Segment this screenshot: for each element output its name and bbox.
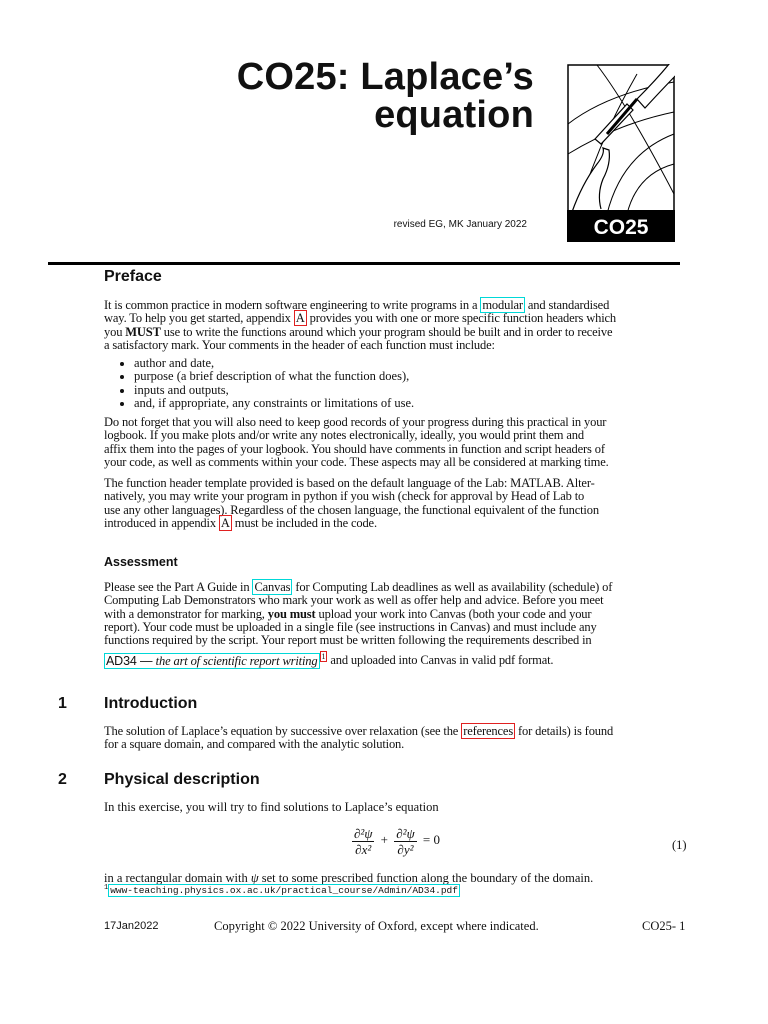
text-run: upload your work into Canvas (both your code and your [315, 606, 592, 621]
footer-page-number: CO25- 1 [642, 919, 686, 933]
numerator: ∂²ψ [354, 826, 373, 841]
numerator: ∂²ψ [396, 826, 415, 841]
emphasis-must: MUST [125, 324, 161, 339]
plus-sign: + [380, 832, 388, 848]
footnote [104, 884, 460, 896]
appendix-a-link[interactable]: A [220, 515, 230, 530]
section-2-heading: Physical description [104, 771, 260, 788]
equation-number: (1) [672, 838, 687, 852]
text-line: logbook. If you make plots and/or write any notes electronically, ideally, you would print them and [104, 428, 584, 443]
text-run: provides you with one or more specific function headers which [306, 311, 617, 326]
preface-heading: Preface [104, 268, 162, 285]
appendix-a-link[interactable]: A [295, 311, 305, 326]
text-run: The solution of Laplace’s equation by successive over relaxation (see the [104, 724, 462, 738]
canvas-link[interactable]: Canvas [254, 580, 291, 594]
footnote-mark: 1 [104, 884, 109, 892]
denominator: ∂x² [355, 842, 372, 857]
text-run: must be included in the code. [231, 515, 377, 530]
text-line: report). Your code must be uploaded in a single file (see instructions in Canvas) and must include any [104, 619, 597, 634]
text-run: a satisfactory mark. Your comments in the header of each function must include: [104, 337, 495, 352]
text-run: for details) is found [515, 724, 614, 738]
text-line: functions required by the script. Your report must be written following the requirements described in [104, 633, 592, 648]
laplace-equation [352, 826, 440, 857]
link-text: AD34 — [106, 653, 156, 668]
header-rule [48, 262, 680, 265]
list-item: • and, if appropriate, any constraints or limitations of use. [134, 397, 414, 410]
text-line: for a square domain, and compared with the analytic solution. [104, 737, 405, 752]
preface-paragraph-2 [104, 416, 689, 469]
title-line-1: CO25: Laplace’s [236, 56, 534, 98]
list-item: • author and date, [134, 357, 414, 370]
assessment-paragraph [104, 581, 689, 668]
text-line: use any other languages). Regardless of the chosen language, the functional equivalent of the function [104, 502, 599, 517]
revision-note: revised EG, MK January 2022 [393, 219, 527, 230]
psi-symbol: ψ [250, 871, 259, 885]
text-line: natively, you may write your program in python if you wish (check for approval by Head of Lab to [104, 489, 585, 504]
hand-drawing-field-lines-icon [567, 64, 675, 242]
comment-requirements-list [104, 357, 414, 410]
list-item: • purpose (a brief description of what the function does), [134, 370, 414, 383]
text-line: Computing Lab Demonstrators who mark your work as well as offer help and advice. Before you meet [104, 593, 604, 608]
footer-date: 17Jan2022 [104, 920, 159, 932]
modular-link[interactable]: modular [482, 298, 523, 312]
text-run: with a demonstrator for marking, [104, 606, 268, 621]
footer-copyright: Copyright © 2022 University of Oxford, except where indicated. [214, 919, 539, 933]
text-line: affix them into the pages of your logbook. You should have comments in function and script headers of [104, 441, 605, 456]
text-run: and standardised [524, 298, 610, 312]
introduction-paragraph [104, 725, 689, 752]
text-run: way. To help you get started, appendix [104, 311, 294, 326]
link-text-italic: the art of scientific report writing [155, 653, 318, 668]
preface-paragraph-1 [104, 299, 689, 352]
title-line-2: equation [374, 94, 534, 136]
footnote-1-link[interactable]: 1 [321, 652, 326, 662]
section-1-number: 1 [58, 695, 67, 712]
section-2-number: 2 [58, 771, 67, 788]
text-run: introduced in appendix [104, 515, 219, 530]
text-run: Please see the Part A Guide in [104, 580, 253, 594]
emphasis-you-must: you must [267, 606, 316, 621]
text-run: use to write the functions around which your program should be built and in order to receive [160, 324, 613, 339]
fraction-x [352, 826, 374, 857]
text-run: and uploaded into Canvas in valid pdf format. [327, 653, 554, 668]
document-title [237, 58, 534, 134]
section-2-intro: In this exercise, you will try to find solutions to Laplace’s equation [104, 800, 439, 814]
preface-paragraph-3 [104, 477, 689, 530]
ad34-link[interactable] [104, 653, 320, 669]
text-line: The function header template provided is based on the default language of the Lab: MATLAB. Alter- [104, 476, 595, 490]
text-run: It is common practice in modern software engineering to write programs in a [104, 298, 481, 312]
text-run: set to some prescribed function along the boundary of the domain. [258, 871, 594, 885]
section-1-heading: Introduction [104, 695, 198, 712]
list-item: • inputs and outputs, [134, 384, 414, 397]
fraction-y [394, 826, 416, 857]
text-line: Do not forget that you will also need to keep good records of your progress during this practical in your [104, 415, 607, 429]
assessment-heading: Assessment [104, 555, 178, 569]
equation-rhs: = 0 [422, 832, 440, 848]
text-run: you [104, 324, 126, 339]
denominator: ∂y² [397, 842, 414, 857]
references-link[interactable]: references [463, 724, 514, 738]
text-run: in a rectangular domain with [104, 871, 251, 885]
text-run: for Computing Lab deadlines as well as availability (schedule) of [292, 580, 613, 594]
logo-label: CO25 [593, 216, 649, 239]
text-line: your code, as well as comments within your code. These aspects may all be considered at marking time. [104, 454, 609, 469]
ad34-url-link[interactable]: www-teaching.physics.ox.ac.uk/practical_course/Admin/AD34.pdf [110, 885, 458, 897]
